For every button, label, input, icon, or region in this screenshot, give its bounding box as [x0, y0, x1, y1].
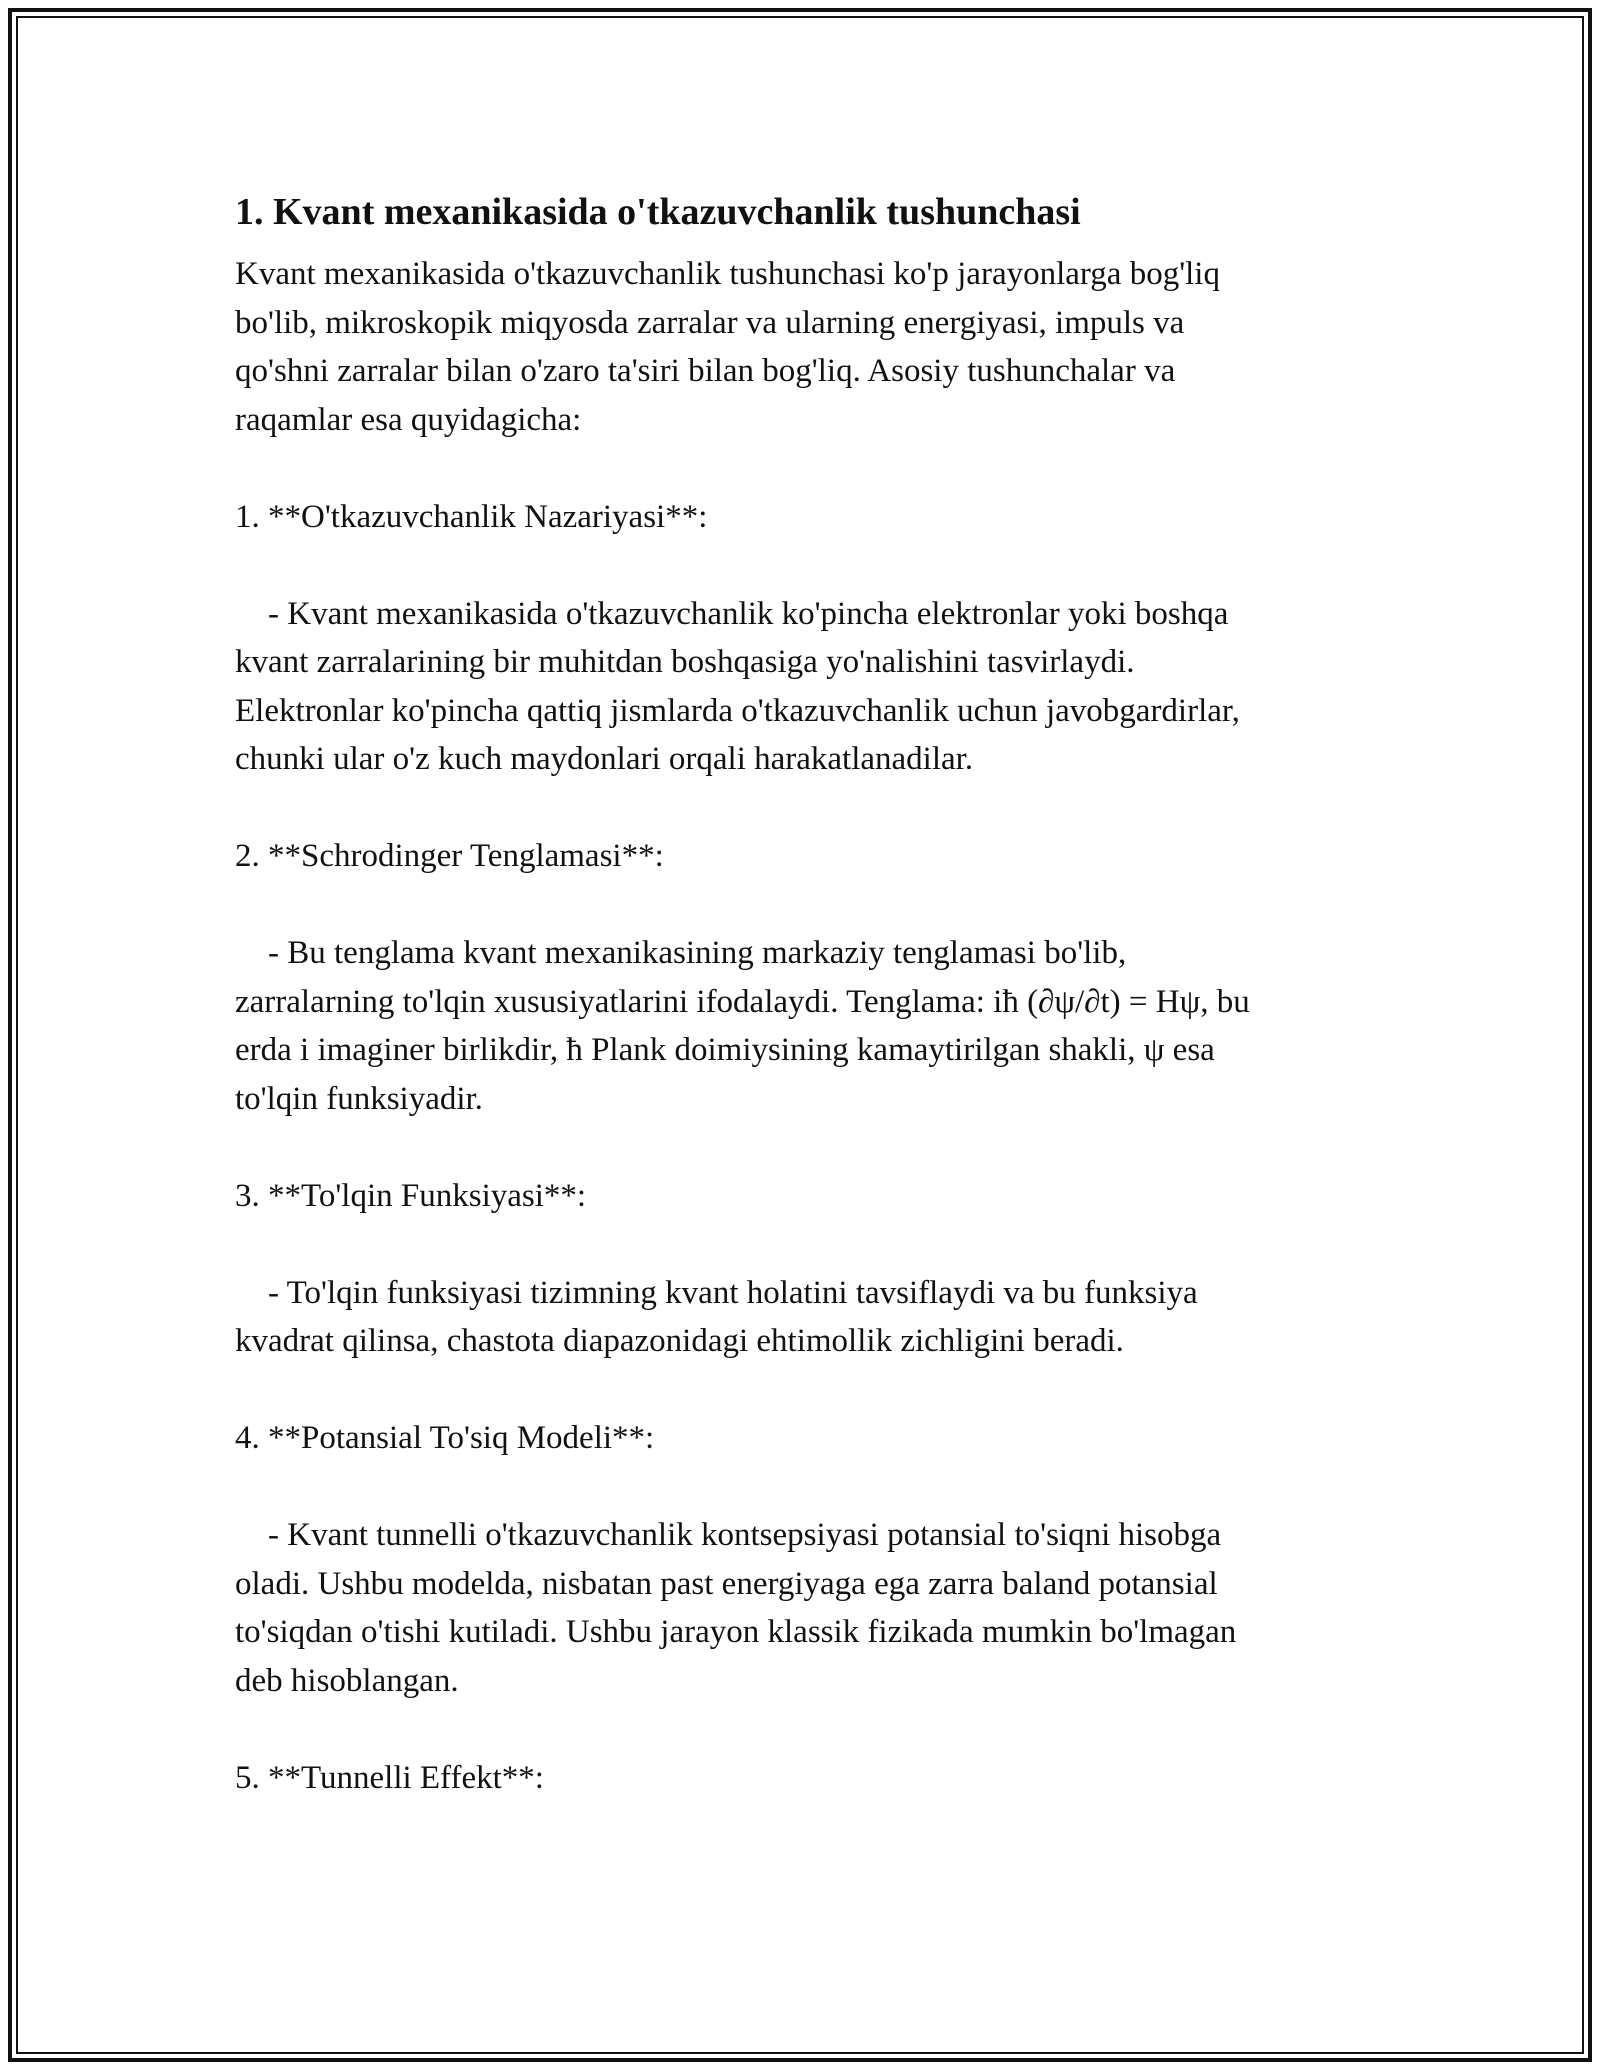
- section-body-text: Kvant mexanikasida o'tkazuvchanlik tushunchasi ko'p jarayonlarga bog'liq bo'lib, mikroskopik miqyosda zarralar va ularning energiyasi, impuls va qo'shni zarralar bilan o'zaro ta'siri bilan bog'liq. Asosiy tushunchalar va raqamlar esa quyidagicha: 1. **O'tkazuvchanlik Nazariyasi**: - Kvant mexanikasida o'tkazuvchanlik ko'pincha elektronlar yoki boshqa kvant zarralarining bir muhitdan boshqasiga yo'nalishini tasvirlaydi. Elektronlar ko'pincha qattiq jismlarda o'tkazuvchanlik uchun javobgardirlar, chunki ular o'z kuch maydonlari orqali harakatlanadilar. 2. **Schrodinger Tenglamasi**: - Bu tenglama kvant mexanikasining markaziy tenglamasi bo'lib, zarralarning to'lqin xususiyatlarini ifodalaydi. Tenglama: iħ (∂ψ/∂t) = Hψ, bu erda i imaginer birlikdir, ħ Plank doimiysining kamaytirilgan shakli, ψ esa to'lqin funksiyadir. 3. **To'lqin Funksiyasi**: - To'lqin funksiyasi tizimning kvant holatini tavsiflaydi va bu funksiya kvadrat qilinsa, chastota diapazonidagi ehtimollik zichligini beradi. 4. **Potansial To'siq Modeli**: - Kvant tunnelli o'tkazuvchanlik kontsepsiyasi potansial to'siqni hisobga oladi. Ushbu modelda, nisbatan past energiyaga ega zarra baland potansial to'siqdan o'tishi kutiladi. Ushbu jarayon klassik fizikada mumkin bo'lmagan deb hisoblangan. 5. **Tunnelli Effekt**:: [235, 256, 1250, 1796]
- section-heading: 1. Kvant mexanikasida o'tkazuvchanlik tushunchasi: [235, 191, 1081, 233]
- document-content: [235, 186, 1365, 1802]
